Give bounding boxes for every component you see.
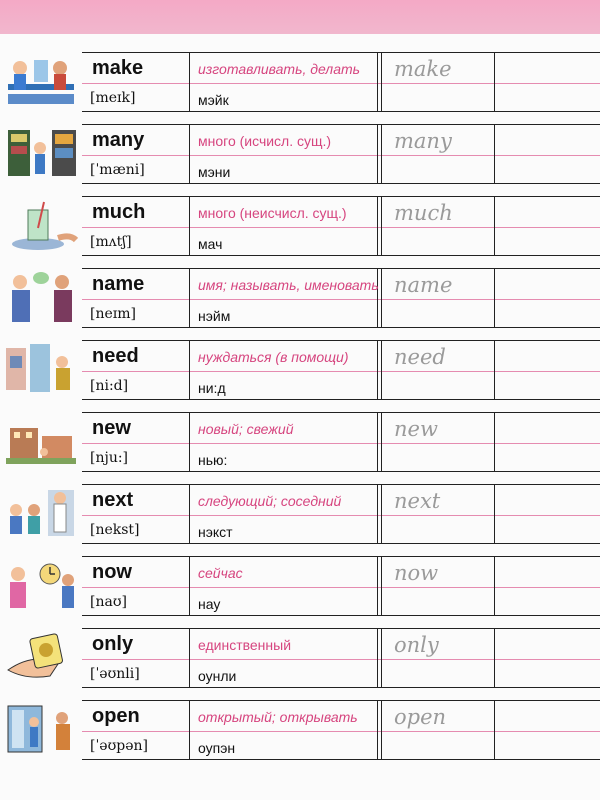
russian-translation: открытый; открывать <box>198 709 358 725</box>
column-divider <box>381 629 382 687</box>
column-divider <box>377 341 378 399</box>
column-divider <box>377 701 378 759</box>
pink-ruling <box>82 299 600 300</box>
transcription: [mʌtʃ] <box>90 234 132 250</box>
column-divider <box>189 485 190 543</box>
english-word: only <box>92 633 134 655</box>
open-door-icon <box>4 702 78 756</box>
vocabulary-entry-much <box>0 196 600 268</box>
word-card <box>82 340 600 400</box>
english-word: many <box>92 129 145 151</box>
handwritten-word: next <box>394 489 441 513</box>
column-divider <box>494 485 495 543</box>
column-divider <box>381 341 382 399</box>
column-divider <box>189 629 190 687</box>
column-divider <box>189 413 190 471</box>
transcription: [nju:] <box>90 450 129 466</box>
russian-translation: новый; свежий <box>198 421 294 437</box>
column-divider <box>494 269 495 327</box>
column-divider <box>381 125 382 183</box>
transcription: [ni:d] <box>90 378 129 394</box>
word-card <box>82 700 600 760</box>
english-word: much <box>92 201 146 223</box>
column-divider <box>494 341 495 399</box>
column-divider <box>189 125 190 183</box>
column-divider <box>381 53 382 111</box>
column-divider <box>381 701 382 759</box>
column-divider <box>494 629 495 687</box>
column-divider <box>381 557 382 615</box>
column-divider <box>494 701 495 759</box>
column-divider <box>189 701 190 759</box>
column-divider <box>189 53 190 111</box>
transcription: [neɪm] <box>90 306 136 322</box>
column-divider <box>494 413 495 471</box>
russian-pronunciation: нау <box>198 596 221 612</box>
word-card <box>82 484 600 544</box>
pink-ruling <box>82 227 600 228</box>
vocabulary-list <box>0 52 600 772</box>
word-card <box>82 268 600 328</box>
new-building-icon <box>4 414 78 468</box>
helping-scene-icon <box>4 342 78 396</box>
english-word: need <box>92 345 139 367</box>
doctor-queue-icon <box>4 486 78 540</box>
word-card <box>82 124 600 184</box>
russian-pronunciation: мач <box>198 236 223 252</box>
pink-ruling <box>82 731 600 732</box>
handwritten-word: many <box>394 129 452 153</box>
handwritten-word: now <box>394 561 439 585</box>
column-divider <box>494 125 495 183</box>
english-word: name <box>92 273 145 295</box>
word-card <box>82 196 600 256</box>
column-divider <box>381 413 382 471</box>
shop-shelves-icon <box>4 126 78 180</box>
column-divider <box>189 269 190 327</box>
russian-pronunciation: ни:д <box>198 380 226 396</box>
transcription: [ˈmæni] <box>90 162 145 178</box>
russian-translation: много (исчисл. сущ.) <box>198 133 332 149</box>
pink-ruling <box>82 155 600 156</box>
handwritten-word: name <box>394 273 453 297</box>
russian-pronunciation: оунли <box>198 668 237 684</box>
russian-translation: имя; называть, именовать <box>198 277 379 293</box>
vocabulary-entry-need <box>0 340 600 412</box>
glass-drink-icon <box>4 198 78 252</box>
english-word: open <box>92 705 140 727</box>
people-making-icon <box>4 54 78 108</box>
handwritten-word: make <box>394 57 452 81</box>
russian-translation: следующий; соседний <box>198 493 342 509</box>
russian-translation: единственный <box>198 637 292 653</box>
handwritten-word: open <box>394 705 447 729</box>
handwritten-word: much <box>394 201 453 225</box>
page-header-band <box>0 0 600 34</box>
vocabulary-entry-name <box>0 268 600 340</box>
pink-ruling <box>82 587 600 588</box>
clock-people-icon <box>4 558 78 612</box>
vocabulary-entry-next <box>0 484 600 556</box>
pink-ruling <box>82 83 600 84</box>
english-word: next <box>92 489 134 511</box>
vocabulary-entry-open <box>0 700 600 772</box>
handwritten-word: only <box>394 633 439 657</box>
russian-translation: сейчас <box>198 565 243 581</box>
column-divider <box>377 557 378 615</box>
pink-ruling <box>82 515 600 516</box>
column-divider <box>377 197 378 255</box>
column-divider <box>377 629 378 687</box>
vocabulary-entry-new <box>0 412 600 484</box>
column-divider <box>377 485 378 543</box>
russian-pronunciation: нью: <box>198 452 228 468</box>
people-talking-icon <box>4 270 78 324</box>
russian-pronunciation: оупэн <box>198 740 236 756</box>
transcription: [nekst] <box>90 522 140 538</box>
column-divider <box>189 557 190 615</box>
column-divider <box>189 341 190 399</box>
column-divider <box>377 125 378 183</box>
transcription: [ˈəʊnli] <box>90 666 140 682</box>
handwritten-word: need <box>394 345 446 369</box>
vocabulary-entry-now <box>0 556 600 628</box>
transcription: [ˈəʊpən] <box>90 738 149 754</box>
russian-pronunciation: нэкст <box>198 524 233 540</box>
column-divider <box>381 197 382 255</box>
column-divider <box>377 53 378 111</box>
pink-ruling <box>82 443 600 444</box>
vocabulary-entry-make <box>0 52 600 124</box>
column-divider <box>381 269 382 327</box>
russian-translation: много (неисчисл. сущ.) <box>198 205 347 221</box>
english-word: make <box>92 57 144 79</box>
word-card <box>82 556 600 616</box>
english-word: new <box>92 417 131 439</box>
russian-pronunciation: мэйк <box>198 92 229 108</box>
column-divider <box>494 53 495 111</box>
column-divider <box>494 197 495 255</box>
column-divider <box>381 485 382 543</box>
transcription: [meɪk] <box>90 90 136 106</box>
transcription: [naʊ] <box>90 594 127 610</box>
word-card <box>82 52 600 112</box>
vocabulary-entry-many <box>0 124 600 196</box>
russian-translation: изготавливать, делать <box>198 61 360 77</box>
word-card <box>82 628 600 688</box>
column-divider <box>494 557 495 615</box>
russian-pronunciation: нэйм <box>198 308 231 324</box>
column-divider <box>189 197 190 255</box>
russian-translation: нуждаться (в помощи) <box>198 349 349 365</box>
column-divider <box>377 413 378 471</box>
hand-coin-icon <box>4 630 78 684</box>
russian-pronunciation: мэни <box>198 164 231 180</box>
pink-ruling <box>82 659 600 660</box>
handwritten-word: new <box>394 417 438 441</box>
pink-ruling <box>82 371 600 372</box>
english-word: now <box>92 561 132 583</box>
word-card <box>82 412 600 472</box>
vocabulary-entry-only <box>0 628 600 700</box>
